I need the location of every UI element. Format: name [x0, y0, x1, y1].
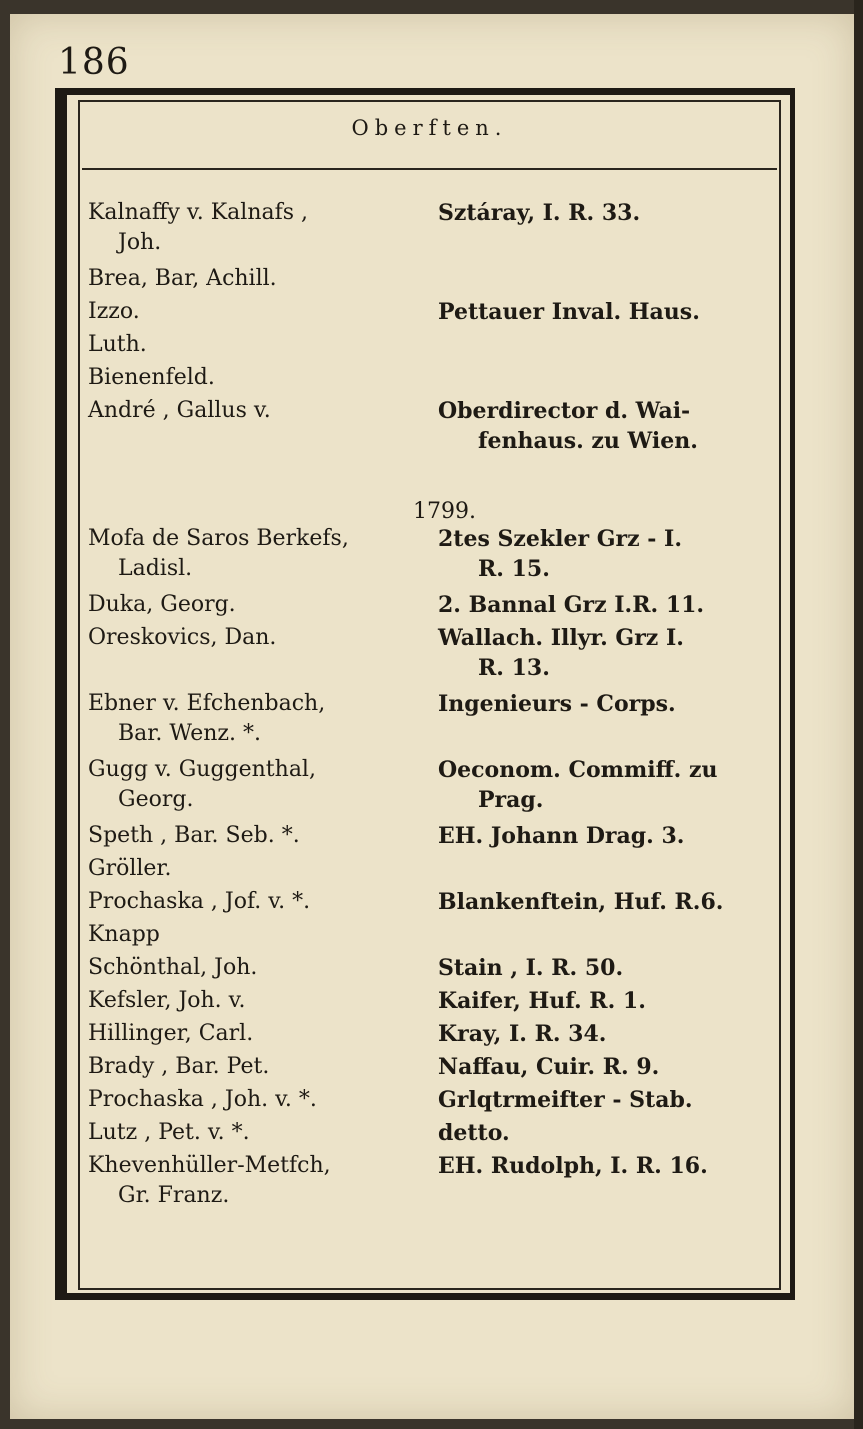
officer-unit — [438, 396, 776, 456]
officer-name-line: Speth , Bar. Seb. *. — [88, 823, 300, 848]
officer-name-continuation: Gr. Franz. — [118, 1183, 230, 1208]
year-heading: 1799. — [413, 499, 476, 524]
officer-name — [88, 198, 438, 258]
officer-name-continuation: Ladisl. — [118, 556, 193, 581]
officer-name — [88, 623, 438, 653]
officer-name-line: Schönthal, Joh. — [88, 955, 258, 980]
officer-name — [88, 920, 438, 950]
officer-unit-line: Ingenieurs - Corps. — [438, 691, 676, 717]
officer-name-continuation: Bar. Wenz. *. — [118, 721, 261, 746]
officer-name-continuation: Joh. — [118, 230, 162, 255]
officer-name-line: Bienenfeld. — [88, 365, 215, 390]
officer-unit-line: 2. Bannal Grz I.R. 11. — [438, 592, 705, 618]
officer-unit-line: Oeconom. Commiff. zu — [438, 757, 718, 783]
officer-name — [88, 524, 438, 584]
officer-unit-line: Kaifer, Huf. R. 1. — [438, 988, 646, 1014]
officer-unit-line: Kray, I. R. 34. — [438, 1021, 607, 1047]
officer-unit-line: Pettauer Inval. Haus. — [438, 299, 700, 325]
officer-name — [88, 755, 438, 815]
officer-name-line: Gröller. — [88, 856, 172, 881]
officer-unit-line: Stain , I. R. 50. — [438, 955, 624, 981]
officer-unit — [438, 1085, 776, 1115]
officer-name-line: André , Gallus v. — [88, 398, 271, 423]
officer-name-line: Prochaska , Jof. v. *. — [88, 889, 311, 914]
book-edge — [854, 0, 863, 1429]
officer-unit — [438, 755, 776, 815]
officer-unit-line: Oberdirector d. Wai- — [438, 398, 691, 424]
inner-frame — [78, 100, 781, 1290]
officer-unit — [438, 1052, 776, 1082]
officer-unit — [438, 986, 776, 1016]
officer-name-line: Duka, Georg. — [88, 592, 236, 617]
officer-unit — [438, 689, 776, 719]
officer-name-line: Mofa de Saros Berkefs, — [88, 526, 349, 551]
officer-unit-line: Blankenftein, Huf. R.6. — [438, 889, 724, 915]
officer-name — [88, 887, 438, 917]
officer-unit-line: Grlqtrmeifter - Stab. — [438, 1087, 693, 1113]
officer-name — [88, 953, 438, 983]
officer-unit-continuation: R. 15. — [478, 556, 550, 582]
officer-unit-continuation: fenhaus. zu Wien. — [478, 428, 698, 454]
officer-unit — [438, 1118, 776, 1148]
officer-name-line: Brea, Bar, Achill. — [88, 266, 277, 291]
officer-unit-line: detto. — [438, 1120, 510, 1146]
heading-rule — [82, 168, 777, 170]
officer-unit — [438, 198, 776, 228]
officer-name — [88, 689, 438, 749]
officer-name-line: Brady , Bar. Pet. — [88, 1054, 270, 1079]
officer-name-line: Hillinger, Carl. — [88, 1021, 254, 1046]
officer-name-line: Oreskovics, Dan. — [88, 625, 277, 650]
officer-name-line: Gugg v. Guggenthal, — [88, 757, 316, 782]
officer-name-line: Kalnaffy v. Kalnafs , — [88, 200, 309, 225]
officer-unit — [438, 953, 776, 983]
officer-name-line: Lutz , Pet. v. *. — [88, 1120, 250, 1145]
officer-name-line: Khevenhüller-Metfch, — [88, 1153, 331, 1178]
officer-name-line: Prochaska , Joh. v. *. — [88, 1087, 317, 1112]
officer-name — [88, 264, 438, 294]
officer-unit-line: 2tes Szekler Grz - I. — [438, 526, 683, 552]
officer-name-line: Luth. — [88, 332, 147, 357]
officer-unit — [438, 887, 776, 917]
section-heading: Oberften. — [351, 116, 508, 140]
officer-unit — [438, 623, 776, 683]
officer-name — [88, 821, 438, 851]
officer-name — [88, 1085, 438, 1115]
officer-name — [88, 297, 438, 327]
officer-name — [88, 396, 438, 426]
officer-unit — [438, 524, 776, 584]
officer-name-line: Kefsler, Joh. v. — [88, 988, 246, 1013]
officer-unit-line: Naffau, Cuir. R. 9. — [438, 1054, 660, 1080]
officer-name — [88, 1019, 438, 1049]
officer-name-line: Ebner v. Efchenbach, — [88, 691, 326, 716]
officer-name — [88, 1052, 438, 1082]
officer-name — [88, 1151, 438, 1211]
officer-unit-line: EH. Rudolph, I. R. 16. — [438, 1153, 708, 1179]
officer-unit-continuation: Prag. — [478, 787, 544, 813]
officer-name — [88, 986, 438, 1016]
officer-name — [88, 1118, 438, 1148]
officer-name-line: Knapp — [88, 922, 160, 947]
officer-unit — [438, 590, 776, 620]
officer-unit-line: Wallach. Illyr. Grz I. — [438, 625, 684, 651]
officer-unit-line: EH. Johann Drag. 3. — [438, 823, 685, 849]
officer-name — [88, 590, 438, 620]
page-number: 186 — [58, 42, 130, 83]
officer-name-line: Izzo. — [88, 299, 140, 324]
officer-name — [88, 854, 438, 884]
officer-unit — [438, 821, 776, 851]
officer-name-continuation: Georg. — [118, 787, 194, 812]
officer-unit — [438, 297, 776, 327]
officer-name — [88, 330, 438, 360]
officer-unit-continuation: R. 13. — [478, 655, 550, 681]
officer-unit — [438, 1151, 776, 1181]
officer-unit-line: Sztáray, I. R. 33. — [438, 200, 641, 226]
officer-unit — [438, 1019, 776, 1049]
officer-name — [88, 363, 438, 393]
